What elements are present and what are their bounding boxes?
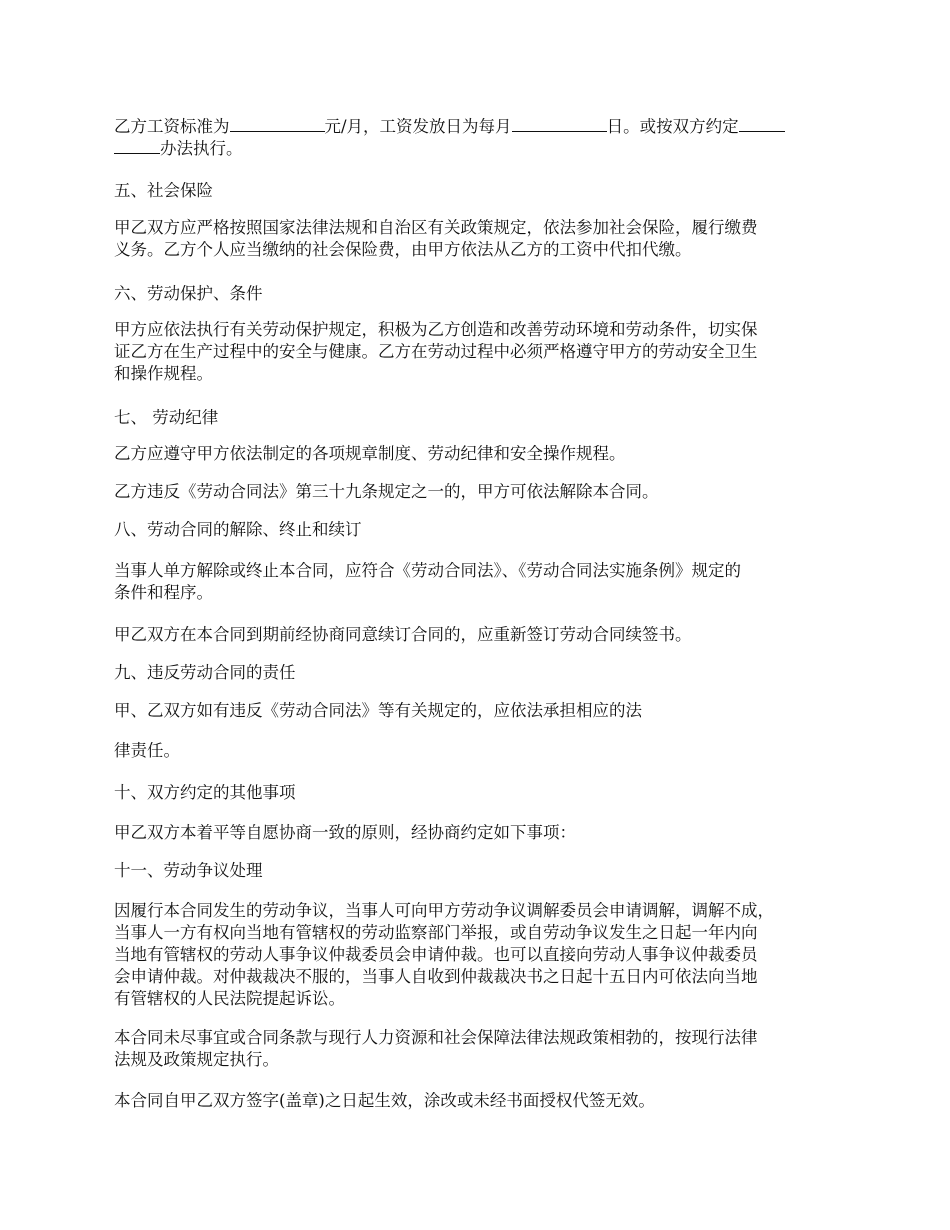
fill-in-blank[interactable]	[230, 117, 325, 132]
paragraph-line: 当事人单方解除或终止本合同，应符合《劳动合同法》、《劳动合同法实施条例》规定的	[114, 561, 741, 580]
paragraph	[114, 560, 842, 604]
paragraph-line: 乙方应遵守甲方依法制定的各项规章制度、劳动纪律和安全操作规程。	[114, 444, 626, 463]
text-segment: 元/月，工资发放日为每月	[324, 117, 512, 136]
paragraph-line: 六、劳动保护、条件	[114, 284, 263, 303]
paragraph	[114, 782, 842, 804]
paragraph-line: 因履行本合同发生的劳动争议，当事人可向甲方劳动争议调解委员会申请调解，调解不成，	[114, 901, 774, 920]
paragraph-line: 本合同自甲乙双方签字(盖章)之日起生效，涂改或未经书面授权代签无效。	[114, 1091, 655, 1110]
paragraph	[114, 700, 842, 722]
paragraph-line: 甲、乙双方如有违反《劳动合同法》等有关规定的，应依法承担相应的法	[114, 701, 642, 720]
paragraph-line: 有管辖权的人民法院提起诉讼。	[114, 989, 345, 1008]
paragraph-line: 十、双方约定的其他事项	[114, 783, 296, 802]
paragraph-line: 八、劳动合同的解除、终止和续订	[114, 520, 362, 539]
paragraph-line: 五、社会保险	[114, 181, 213, 200]
paragraph-line: 当地有管辖权的劳动人事争议仲裁委员会申请仲裁。也可以直接向劳动人事争议仲裁委员	[114, 945, 758, 964]
fill-in-blank[interactable]	[114, 139, 160, 154]
paragraph-line: 乙方违反《劳动合同法》第三十九条规定之一的，甲方可依法解除本合同。	[114, 482, 659, 501]
paragraph	[114, 860, 842, 882]
paragraph-line: 当事人一方有权向当地有管辖权的劳动监察部门举报，或自劳动争议发生之日起一年内向	[114, 923, 758, 942]
paragraph-line: 会申请仲裁。对仲裁裁决不服的，当事人自收到仲裁裁决书之日起十五日内可依法向当地	[114, 967, 758, 986]
paragraph	[114, 217, 842, 261]
paragraph	[114, 481, 842, 503]
paragraph	[114, 662, 842, 684]
paragraph	[114, 740, 842, 762]
paragraph	[114, 319, 842, 385]
fill-in-blank[interactable]	[739, 117, 785, 132]
paragraph-line: 甲乙双方在本合同到期前经协商同意续订合同的，应重新签订劳动合同续签书。	[114, 625, 692, 644]
paragraph	[114, 443, 842, 465]
paragraph-line	[114, 116, 842, 138]
paragraph	[114, 116, 842, 160]
paragraph-line: 条件和程序。	[114, 583, 213, 602]
paragraph	[114, 407, 842, 429]
paragraph-line: 本合同未尽事宜或合同条款与现行人力资源和社会保障法律法规政策相勃的，按现行法律	[114, 1028, 758, 1047]
paragraph-line	[114, 138, 842, 160]
paragraph-line: 七、 劳动纪律	[114, 408, 219, 427]
paragraph-line: 甲方应依法执行有关劳动保护规定，积极为乙方创造和改善劳动环境和劳动条件，切实保	[114, 320, 758, 339]
fill-in-blank[interactable]	[512, 117, 607, 132]
text-segment: 日。或按双方约定	[606, 117, 739, 136]
text-segment: 办法执行。	[160, 139, 243, 158]
paragraph-line: 证乙方在生产过程中的安全与健康。乙方在劳动过程中必须严格遵守甲方的劳动安全卫生	[114, 342, 758, 361]
paragraph-line: 十一、劳动争议处理	[114, 861, 263, 880]
paragraph	[114, 1027, 842, 1071]
paragraph-line: 甲乙双方本着平等自愿协商一致的原则，经协商约定如下事项：	[114, 823, 576, 842]
paragraph-line: 九、违反劳动合同的责任	[114, 663, 296, 682]
paragraph	[114, 180, 842, 202]
paragraph	[114, 283, 842, 305]
paragraph	[114, 1090, 842, 1112]
text-segment: 乙方工资标准为	[114, 117, 230, 136]
paragraph-line: 和操作规程。	[114, 364, 213, 383]
paragraph-line: 甲乙双方应严格按照国家法律法规和自治区有关政策规定，依法参加社会保险，履行缴费	[114, 218, 758, 237]
paragraph-line: 律责任。	[114, 741, 180, 760]
paragraph	[114, 900, 842, 1010]
paragraph-line: 法规及政策规定执行。	[114, 1050, 279, 1069]
paragraph-line: 义务。乙方个人应当缴纳的社会保险费，由甲方依法从乙方的工资中代扣代缴。	[114, 240, 692, 259]
paragraph	[114, 624, 842, 646]
paragraph	[114, 519, 842, 541]
paragraph	[114, 822, 842, 844]
